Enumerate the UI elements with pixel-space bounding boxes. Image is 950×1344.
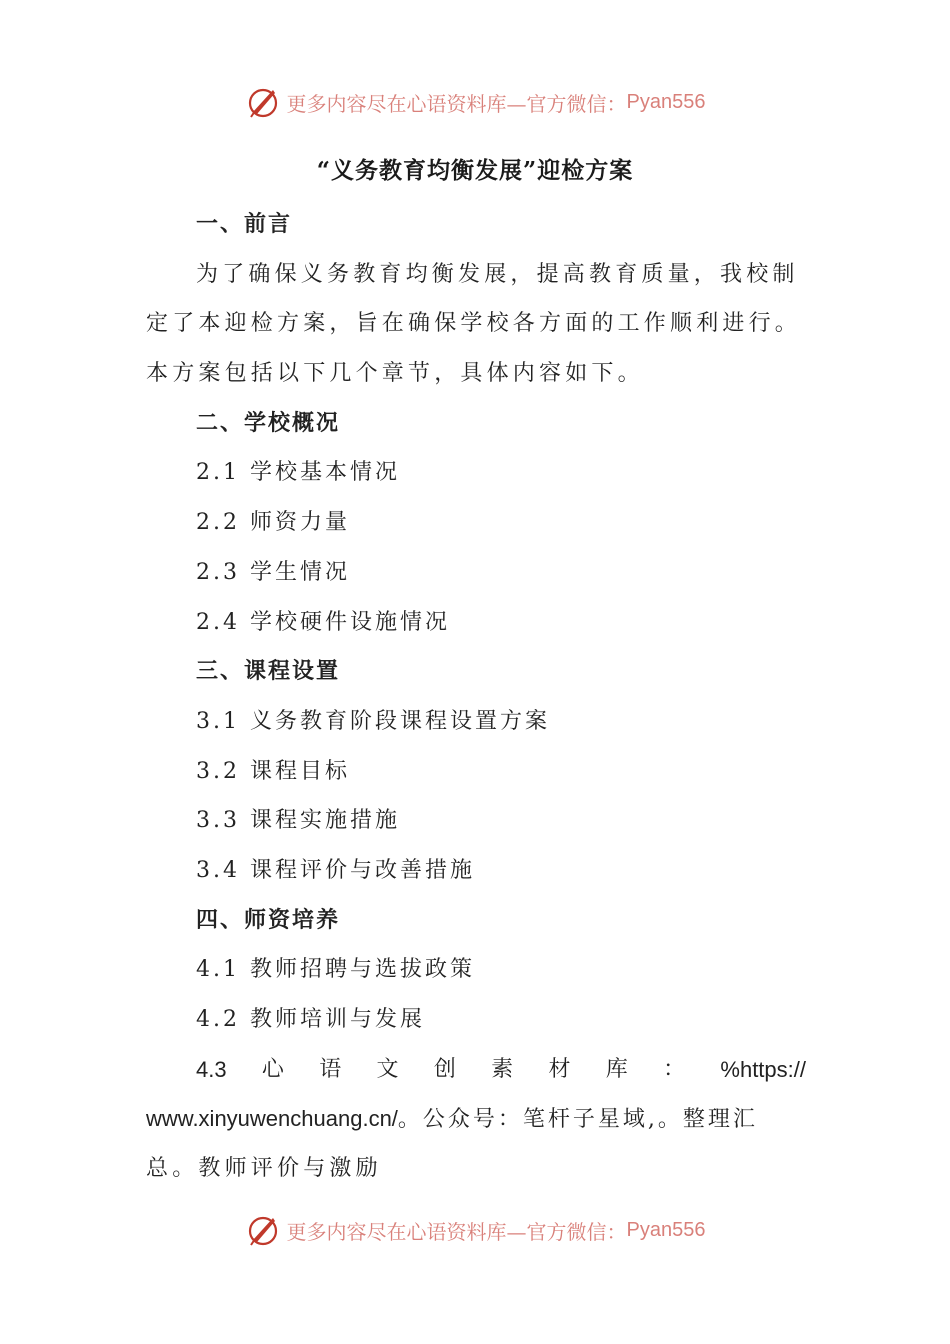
banner-text: 更多内容尽在心语资料库—官方微信： <box>286 1219 627 1244</box>
list-item: 2.2 师资力量 <box>196 510 350 536</box>
url-fragment: %https:// <box>720 1056 806 1082</box>
banner-text: 更多内容尽在心语资料库—官方微信： <box>286 91 627 116</box>
banner-wechat-id: Pyan556 <box>626 90 706 113</box>
paragraph-line: 定了本迎检方案，旨在确保学校各方面的工作顺利进行。 <box>146 311 802 337</box>
item-char: 库 <box>605 1056 628 1082</box>
item-char: 创 <box>433 1056 456 1082</box>
quill-pen-circle-icon <box>245 1212 281 1248</box>
section-heading-preface: 一、前言 <box>196 211 293 237</box>
item-char: 素 <box>491 1056 514 1082</box>
item-char: ： <box>663 1056 686 1082</box>
paragraph-line <box>146 1094 806 1144</box>
section-heading-teacher-training: 四、师资培养 <box>196 906 341 933</box>
list-item: 3.3 课程实施措施 <box>196 808 400 834</box>
quill-pen-circle-icon <box>245 84 281 120</box>
paragraph-line: 本方案包括以下几个章节，具体内容如下。 <box>146 361 644 387</box>
header-banner <box>0 82 950 122</box>
list-item: 2.3 学生情况 <box>196 559 350 585</box>
footer-banner <box>0 1210 950 1250</box>
section-heading-school-overview: 二、学校概况 <box>196 409 341 436</box>
document-title: “义务教育均衡发展”迎检方案 <box>316 157 634 184</box>
list-item: 3.1 义务教育阶段课程设置方案 <box>196 708 550 734</box>
paragraph-text: 。公众号：笔杆子星域,。整理汇 <box>397 1107 758 1133</box>
url-text: www.xinyuwenchuang.cn/ <box>146 1106 398 1132</box>
list-item: 4.1 教师招聘与选拔政策 <box>196 957 475 983</box>
paragraph-line: 总。教师评价与激励 <box>146 1156 382 1182</box>
list-item: 4.2 教师培训与发展 <box>196 1007 425 1032</box>
item-char: 材 <box>548 1056 571 1082</box>
list-item: 2.4 学校硬件设施情况 <box>196 609 450 635</box>
list-item: 3.4 课程评价与改善措施 <box>196 857 475 883</box>
item-number: 4.3 <box>196 1056 227 1082</box>
list-item: 3.2 课程目标 <box>196 758 350 784</box>
list-item-justified <box>146 1045 806 1095</box>
paragraph-line: 为了确保义务教育均衡发展，提高教育质量，我校制 <box>196 261 799 287</box>
section-heading-curriculum: 三、课程设置 <box>196 658 341 685</box>
item-char: 文 <box>376 1056 399 1082</box>
list-item: 2.1 学校基本情况 <box>196 460 400 486</box>
banner-wechat-id: Pyan556 <box>626 1218 706 1241</box>
item-char: 语 <box>319 1056 342 1082</box>
item-char: 心 <box>261 1056 284 1082</box>
document-body <box>146 200 806 1194</box>
